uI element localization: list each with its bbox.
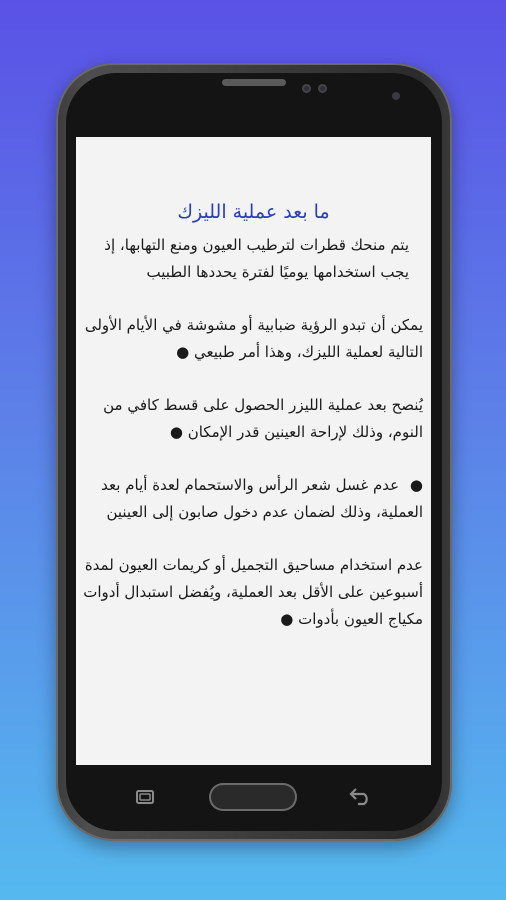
back-arrow-icon-glyph [348,788,374,806]
bullet-dot: ● [169,422,183,441]
bullet-text: يُنصح بعد عملية الليزر الحصول على قسط كافي من النوم، وذلك لإراحة العينين قدر الإمكان [103,395,423,441]
app-screen [76,137,431,765]
light-sensor [318,84,327,93]
list-item [80,472,423,526]
back-arrow-icon[interactable] [346,786,376,808]
home-button[interactable] [209,783,297,811]
list-item [80,312,423,366]
list-item [80,392,423,446]
bullet-dot: ● [280,609,294,628]
bullet-text: يمكن أن تبدو الرؤية ضبابية أو مشوشة في الأيام الأولى التالية لعملية الليزك، وهذا أمر طبيعي [84,315,423,361]
bullet-text: عدم استخدام مساحيق التجميل أو كريمات العيون لمدة أسبوعين على الأقل بعد العملية، ويُفضل استبدال أدوات مكياج العيون بأدوات [83,555,423,628]
proximity-sensor [302,84,311,93]
earpiece-speaker [222,79,286,86]
bullet-dot: ● [409,475,423,494]
bullet-dot: ● [176,342,190,361]
recent-apps-icon-glyph [134,790,156,806]
intro-paragraph: يتم منحك قطرات لترطيب العيون ومنع التهابها، إذ يجب استخدامها يوميًا لفترة يحددها الطبيب [104,235,409,281]
page-title: ما بعد عملية الليزك [177,201,330,223]
recent-apps-icon[interactable] [132,788,158,808]
front-camera [392,92,400,100]
bullet-text: عدم غسل شعر الرأس والاستحمام لعدة أيام بعد العملية، وذلك لضمان عدم دخول صابون إلى العينين [101,475,423,521]
list-item [80,552,423,633]
